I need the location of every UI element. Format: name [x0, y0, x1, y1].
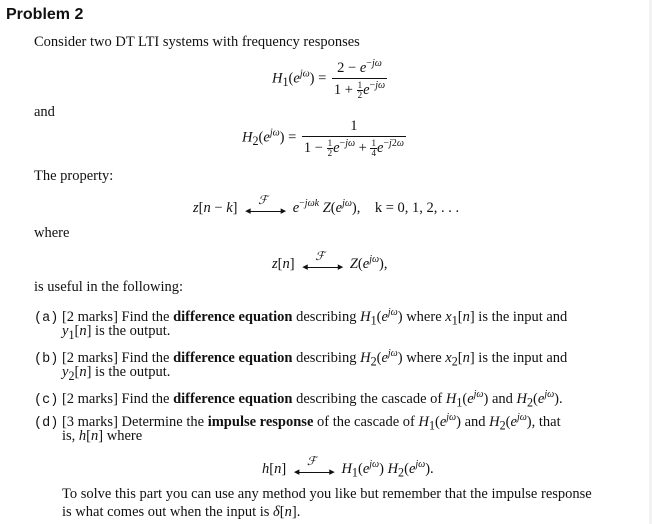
- question-d: (d) [3 marks] Determine the impulse response of the cascade of $H_1(e^{j\omega})$ and $H_2(e^{j\omega})$, that is, h[n] where: [34, 412, 561, 444]
- impulse-pair-equation: h[n] ◂ ▸ ℱ $H_1(e^{j\omega})$ $H_2(e^{j\omega})$.: [262, 453, 434, 480]
- fourier-arrow-icon: ◂ ▸ ℱ: [302, 248, 344, 273]
- and-text: and: [34, 104, 55, 120]
- fourier-arrow-icon: ◂ ▸ ℱ: [293, 453, 335, 478]
- z-pair-equation: z[n] ◂ ▸ ℱ $Z(e^{j\omega})$,: [272, 248, 388, 273]
- fourier-arrow-icon: ◂ ▸ ℱ: [245, 192, 287, 217]
- useful-text: is useful in the following:: [34, 279, 184, 295]
- question-a: (a) [2 marks] Find the difference equation describing $H_1(e^{j\omega})$ where $x_1[n]$ is the input and $y_1[n]$ is the output.: [34, 307, 568, 342]
- problem-title: Problem 2: [6, 6, 84, 23]
- where-text: where: [34, 225, 70, 241]
- k-values: k = 0, 1, 2, . . .: [374, 199, 460, 216]
- property-label: The property:: [34, 168, 114, 184]
- h2-equation: $H_2(e^{j\omega})$ = 1 1 − $\frac{1}{2}$ $e^{-j\omega}$ + $\frac{1}{4}$ $e^{-j2\omega}$: [242, 118, 404, 158]
- question-c: (c) [2 marks] Find the difference equation describing the cascade of $H_1(e^{j\omega})$ and $H_2(e^{j\omega})$.: [34, 389, 563, 410]
- closing-line-2: is what comes out when the input is δ[n].: [62, 504, 301, 520]
- h1-equation: $H_1(e^{j\omega})$ = $2 - e^{-j\omega}$ 1 + $\frac{1}{2}$ $e^{-j\omega}$: [272, 58, 386, 100]
- intro-text: Consider two DT LTI systems with frequency responses: [34, 34, 360, 50]
- question-b: (b) [2 marks] Find the difference equation describing $H_2(e^{j\omega})$ where $x_2[n]$ is the input and $y_2[n]$ is the output.: [34, 348, 568, 383]
- shift-property-equation: z[n − k] ◂ ▸ ℱ $e^{-j\omega k}$ $Z(e^{j\omega})$, k = 0, 1, 2, . . .: [193, 192, 460, 217]
- closing-line-1: To solve this part you can use any method you like but remember that the impulse response: [62, 486, 592, 502]
